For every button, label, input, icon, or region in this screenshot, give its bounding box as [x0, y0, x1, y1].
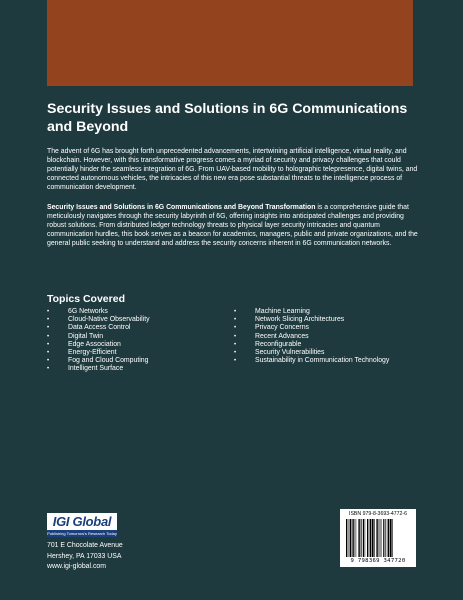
topic-item [47, 349, 227, 357]
topic-item [47, 324, 227, 332]
bullet-icon: • [47, 333, 50, 340]
barcode-bar [346, 519, 347, 557]
topic-item [234, 349, 424, 357]
barcode-bar [353, 519, 354, 557]
barcode-bar [352, 519, 353, 557]
description-book-title: Security Issues and Solutions in 6G Communications and Beyond Transformation [47, 204, 316, 211]
description-paragraph-2 [47, 203, 419, 248]
bullet-icon: • [47, 309, 50, 315]
barcode-bar [392, 519, 393, 557]
topic-label: Edge Association [68, 340, 121, 348]
bullet-icon: • [47, 317, 50, 324]
barcode-box [340, 509, 416, 567]
topic-item [234, 357, 424, 365]
barcode-bar [358, 519, 359, 557]
barcode-bar [376, 519, 377, 557]
bullet-icon: • [234, 309, 237, 315]
bullet-icon: • [47, 350, 50, 357]
address-city: Hershey, PA 17033 USA [47, 552, 122, 560]
barcode-bar [374, 519, 375, 557]
publisher-website: www.igi-global.com [47, 563, 106, 570]
topic-label: Recent Advances [255, 332, 309, 340]
barcode-bar [380, 519, 381, 557]
barcode-bar [370, 519, 371, 557]
topic-label: Digital Twin [68, 332, 104, 340]
publisher-logo-tagline: Publishing Tomorrow's Research Today [47, 531, 117, 536]
bullet-icon: • [234, 325, 237, 332]
topics-list-left [47, 308, 227, 374]
bullet-icon: • [234, 350, 237, 357]
topic-item [47, 316, 227, 324]
topic-label: Reconfigurable [255, 340, 302, 348]
barcode-bar [365, 519, 366, 557]
barcode-digits: 9 798369 347720 [350, 558, 406, 564]
barcode-bars [345, 519, 411, 557]
topic-item [47, 365, 227, 373]
topic-label: Data Access Control [68, 324, 131, 332]
topic-label: Security Vulnerabilities [255, 349, 325, 357]
barcode-bar [361, 519, 362, 557]
bullet-icon: • [234, 358, 237, 365]
barcode-bar [388, 519, 389, 557]
barcode-bar [359, 519, 360, 557]
bullet-icon: • [47, 325, 50, 332]
topic-item [234, 333, 424, 341]
topic-item [234, 341, 424, 349]
topic-label: Intelligent Surface [68, 365, 124, 373]
topic-label: Machine Learning [255, 308, 310, 315]
topic-label: Fog and Cloud Computing [68, 357, 149, 365]
barcode-bar [372, 519, 374, 557]
barcode-bar [369, 519, 370, 557]
isbn-label: ISBN 979-8-3693-4772-6 [349, 511, 407, 517]
topic-label: Energy-Efficient [68, 349, 117, 357]
publisher-logo [47, 513, 117, 537]
topic-label: Sustainability in Communication Technology [255, 357, 390, 365]
barcode-bar [387, 519, 388, 557]
barcode-bar [381, 519, 382, 557]
topic-label: Network Slicing Architectures [255, 316, 345, 324]
topic-item [234, 324, 424, 332]
bullet-icon: • [47, 341, 50, 348]
topic-item [47, 341, 227, 349]
publisher-logo-wordmark: IGI Global [47, 513, 117, 530]
topic-label: 6G Networks [68, 308, 108, 315]
barcode-bar [348, 519, 349, 557]
barcode-bar [377, 519, 378, 557]
publisher-address [47, 541, 123, 573]
barcode-bar [367, 519, 368, 557]
barcode-bar [383, 519, 384, 557]
bullet-icon: • [234, 333, 237, 340]
topic-item [234, 308, 424, 316]
barcode-bar [385, 519, 386, 557]
barcode-bar [350, 519, 352, 557]
topic-label: Privacy Concerns [255, 324, 309, 332]
barcode-bar [356, 519, 357, 557]
bullet-icon: • [234, 317, 237, 324]
bullet-icon: • [47, 366, 50, 373]
topic-label: Cloud-Native Observability [68, 316, 150, 324]
topic-item [47, 333, 227, 341]
book-title: Security Issues and Solutions in 6G Communications and Beyond [47, 101, 408, 135]
cover-top-band [0, 0, 463, 86]
address-street: 701 E Chocolate Avenue [47, 542, 123, 549]
barcode-bar [390, 519, 392, 557]
topics-list-right [234, 308, 424, 365]
description-paragraph-1: The advent of 6G has brought forth unprecedented advancements, intertwining artificial intelligence, virtual reality, and blockchain. However, with this transformative progress comes a myriad of security and privacy challenges that could potentially hinder the seamless integration of 6G. From UAV-based mobility to holographic telepresence, digital twins, and connected autonomous vehicles, the intricacies of this new era pose substantial threats to the intelligence process of communication development. [47, 148, 418, 192]
topics-heading: Topics Covered [47, 293, 125, 305]
bullet-icon: • [47, 358, 50, 365]
topic-item [47, 308, 227, 316]
topic-item [234, 316, 424, 324]
topic-item [47, 357, 227, 365]
description-paragraph-2-text: is a comprehensive guide that meticulously navigates through the security labyrinth of 6G, offering insights into anticipated challenges and providing robust solutions. From distributed ledger technology threats to physical layer security intricacies and quantum communication hurdles, this book serves as a beacon for academics, managers, public and private organizations, and the general public seeking to understand and address the security concerns inherent in 6G communication networks. [47, 204, 418, 248]
barcode-bar [363, 519, 364, 557]
bullet-icon: • [234, 341, 237, 348]
cover-color-block [47, 0, 413, 86]
